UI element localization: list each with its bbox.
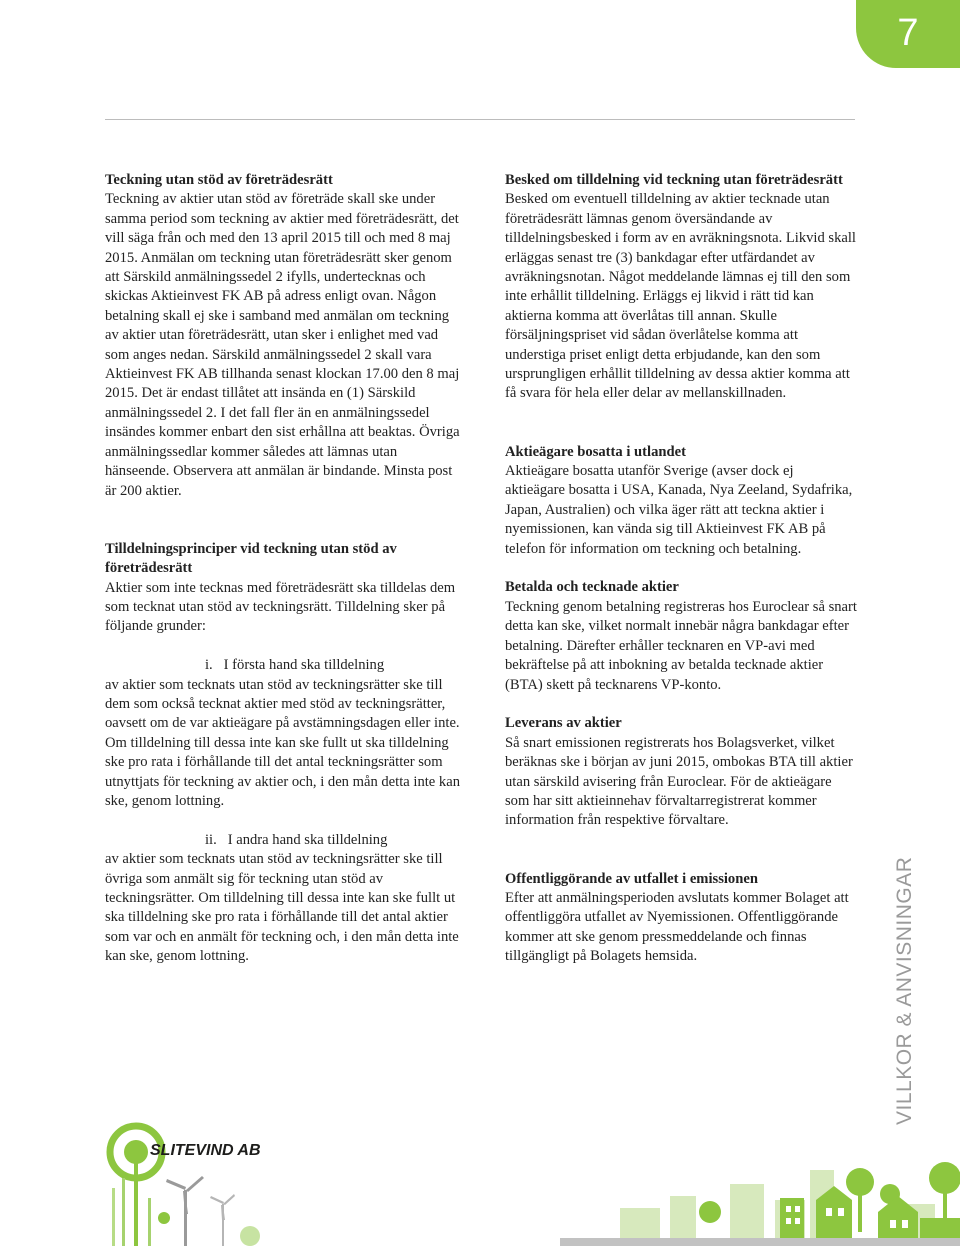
section-body: Aktieägare bosatta utanför Sverige (avser dock ej aktieägare bosatta i USA, Kanada, Nya Zeeland, Sydafrika, Japan, Australien) och vilka äger rätt att teckna aktier i nyemissionen, kan vända sig till Aktieinvest FK AB på telefon för information om teckning och betalning. — [505, 463, 853, 557]
section-offentliggorande — [505, 870, 857, 967]
wind-turbine-logo-icon — [100, 1118, 440, 1246]
section-body: Så snart emissionen registrerats hos Bolagsverket, vilket beräknas ske i början av juni 2015, ombokas BTA till aktier utan särskild avisering från Euroclear. För de aktieägare som har sitt aktieinnehav förvaltarregistrerat kommer information från respektive förvaltare. — [505, 734, 853, 829]
page-number-tab — [856, 0, 960, 68]
section-heading: Teckning utan stöd av företrädesrätt — [105, 172, 333, 188]
page-number: 7 — [897, 12, 919, 54]
section-heading: Leverans av aktier — [505, 715, 622, 732]
section-heading: Betalda och tecknade aktier — [505, 579, 679, 596]
list-item-ii — [105, 831, 461, 967]
section-heading: Tilldelningsprinciper vid teckning utan stöd av företrädesrätt — [105, 540, 397, 577]
section-body: Teckning av aktier utan stöd av företräde skall ske under samma period som teckning av aktier med företrädesrätt, det vill säga från och med den 13 april 2015 till och med 8 maj 2015. Anmälan om teckning utan företrädesrätt sker genom att Särskild anmälningssedel 2 ifylls, undertecknas och skickas Aktieinvest FK AB på adress enligt ovan. Någon betalning skall ej ske i samband med anmälan om teckning av aktier utan företrädesrätt, utan sker i enlighet med vad som anges nedan. Särskild anmälningssedel 2 skall vara Aktieinvest FK AB tillhanda senast klockan 17.00 den 8 maj 2015. Det är endast tillåtet att insända en (1) Särskild anmälningssedel 2. I det fall fler än en anmälningssedel insändes kommer enbart den sist erhållna att beaktas. Övriga anmälningssedlar kommer således att lämnas utan hänseende. Observera att anmälan är bindande. Minsta post är 200 aktier. — [105, 191, 460, 499]
list-body: av aktier som tecknats utan stöd av teckningsrätter ske till övriga som anmält sig för teckning utan stöd av teckningsrätter. Om tilldelning till dessa inte kan ske fullt ut ska tilldelning ske pro rata i förhållande till det antal aktier som var och en anmält för teckning och, i den mån detta inte kan ske, genom lottning. — [105, 851, 459, 965]
section-heading: Aktieägare bosatta i utlandet — [505, 443, 686, 460]
list-body: av aktier som tecknats utan stöd av teckningsrätter ske till dem som också tecknat aktier med stöd av teckningsrätter, oavsett om de var aktieägare på avstämningsdagen eller inte. Om tilldelning till dessa inte kan ske fullt ut ska tilldelning ske pro rata i förhållande till det antal teckningsrätter som utnyttjats för teckning av aktier och, i den mån detta inte kan ske, genom lottning. — [105, 676, 461, 809]
section-leverans-av-aktier — [505, 714, 857, 830]
company-logo — [100, 1118, 440, 1246]
left-column — [105, 171, 461, 986]
section-heading: Besked om tilldelning vid teckning utan företrädesrätt — [505, 172, 843, 188]
section-body: Efter att anmälningsperioden avslutats kommer Bolaget att offentliggöra utfallet av Nyemissionen. Offentliggörande kommer att ske genom pressmeddelande och finnas tillgängligt på Bolagets hemsida. — [505, 889, 849, 965]
section-side-label: VILLKOR & ANVISNINGAR — [893, 856, 916, 1125]
section-body: Besked om eventuell tilldelning av aktier tecknade utan företrädesrätt lämnas genom översändande av tilldelningsbesked i form av en avräkningsnota. Likvid skall erläggas senast tre (3) bankdagar efter utfärdandet av avräkningsnotan. Något meddelande lämnas ej till den som inte erhållit tilldelning. Erläggs ej likvid i rätt tid kan aktierna komma att överlåtas till annan. Skulle försäljningspriset vid sådan överlåtelse komma att understiga priset enligt detta erbjudande, kan den som ursprungligen erhållit tilldelning av dessa aktier komma att få svara för hela eller delar av mellanskillnaden. — [505, 191, 856, 402]
section-heading: Offentliggörande av utfallet i emissionen — [505, 870, 758, 887]
section-betalda-tecknade-aktier — [505, 578, 857, 694]
right-column — [505, 171, 857, 986]
header-divider — [105, 119, 855, 120]
list-marker: ii. — [205, 831, 217, 848]
section-aktieagare-utlandet — [505, 443, 857, 559]
list-marker: i. — [205, 657, 213, 674]
logo-text: SLITEVIND AB — [150, 1142, 261, 1159]
section-besked-om-tilldelning — [505, 171, 857, 404]
list-item-i — [105, 656, 461, 811]
city-skyline-illustration — [560, 1100, 960, 1246]
section-body: Teckning genom betalning registreras hos Euroclear så snart detta kan ske, vilket normalt innebär några bankdagar efter betalning. Därefter erhåller tecknaren en VP-avi med bekräftelse på att inbokning av betalda tecknade aktier (BTA) skett på tecknarens VP-konto. — [505, 598, 857, 693]
section-body: Aktier som inte tecknas med företrädesrätt ska tilldelas dem som tecknat utan stöd av teckningsrätt. Tilldelning sker på följande grunder: — [105, 579, 456, 635]
section-teckning-utan-stod — [105, 171, 461, 501]
list-lead: I första hand ska tilldelning — [223, 657, 385, 674]
section-tilldelningsprinciper — [105, 540, 461, 637]
list-lead: I andra hand ska tilldelning — [227, 831, 388, 848]
